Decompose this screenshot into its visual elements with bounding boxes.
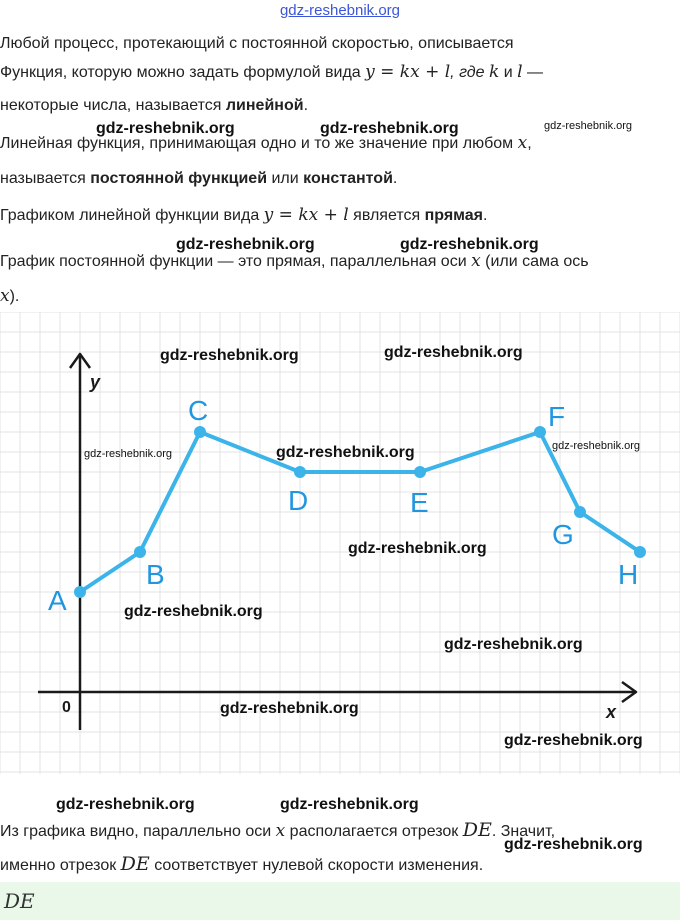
point-labels bbox=[48, 395, 641, 616]
var-x: x bbox=[471, 251, 481, 271]
segment-de: DE bbox=[120, 853, 150, 875]
text: и bbox=[499, 64, 518, 81]
point-d bbox=[294, 466, 306, 478]
answer-value: DE bbox=[4, 889, 35, 913]
term-line: прямая bbox=[424, 207, 484, 224]
text: , bbox=[527, 135, 532, 152]
point-c bbox=[194, 426, 206, 438]
text: ). bbox=[9, 288, 20, 305]
segment-de: DE bbox=[462, 819, 492, 841]
point-label-c: C bbox=[188, 395, 209, 426]
conclusion-line bbox=[0, 854, 680, 876]
text: Из графика видно, параллельно оси bbox=[0, 823, 276, 840]
point-g bbox=[574, 506, 586, 518]
point-h bbox=[634, 546, 646, 558]
watermark: gdz-reshebnik.org bbox=[384, 344, 523, 361]
watermark: gdz-reshebnik.org bbox=[444, 636, 583, 653]
term-constant: константой bbox=[303, 170, 393, 187]
watermark: gdz-reshebnik.org bbox=[544, 120, 633, 132]
var-x: x bbox=[275, 821, 286, 841]
site-link[interactable]: gdz-reshebnik.org bbox=[279, 2, 401, 19]
answer-box bbox=[0, 882, 680, 920]
watermark: gdz-reshebnik.org bbox=[176, 236, 315, 253]
text: (или сама ось bbox=[480, 253, 589, 270]
term-linear: линейной bbox=[225, 97, 304, 114]
text: некоторые числа, называется bbox=[0, 97, 226, 114]
text: или bbox=[267, 170, 304, 187]
watermark: gdz-reshebnik.org bbox=[124, 603, 263, 620]
theory-line bbox=[0, 96, 680, 116]
text: соответствует нулевой скорости изменения. bbox=[149, 857, 484, 874]
text: располагается отрезок bbox=[285, 823, 463, 840]
watermark: gdz-reshebnik.org bbox=[96, 120, 235, 137]
text: . bbox=[303, 97, 309, 114]
watermark: gdz-reshebnik.org bbox=[276, 444, 415, 461]
origin-label: 0 bbox=[62, 699, 71, 716]
watermark: gdz-reshebnik.org bbox=[56, 796, 195, 813]
text: Графиком линейной функции вида bbox=[0, 207, 264, 224]
theory-line bbox=[0, 251, 680, 272]
theory-line bbox=[0, 205, 680, 226]
text: называется bbox=[0, 170, 91, 187]
point-label-h: H bbox=[618, 559, 639, 590]
x-axis-label: x bbox=[606, 702, 617, 722]
point-label-b: B bbox=[146, 559, 165, 590]
linear-formula: y = kx + l bbox=[365, 62, 451, 82]
point-e bbox=[414, 466, 426, 478]
point-label-d: D bbox=[288, 485, 309, 516]
theory-line bbox=[0, 169, 680, 189]
watermark: gdz-reshebnik.org bbox=[220, 700, 359, 717]
text: , где bbox=[450, 64, 489, 81]
point-a bbox=[74, 586, 86, 598]
axes bbox=[38, 354, 639, 730]
watermark: gdz-reshebnik.org bbox=[504, 836, 643, 853]
text: — bbox=[522, 64, 543, 81]
point-f bbox=[534, 426, 546, 438]
theory-line bbox=[0, 286, 680, 307]
text: . Значит, bbox=[491, 823, 556, 840]
watermark: gdz-reshebnik.org bbox=[348, 540, 487, 557]
text: . bbox=[392, 170, 398, 187]
watermark: gdz-reshebnik.org bbox=[320, 120, 459, 137]
y-axis-label: y bbox=[90, 372, 101, 392]
watermark: gdz-reshebnik.org bbox=[280, 796, 419, 813]
theory-line bbox=[0, 62, 680, 83]
point-label-g: G bbox=[552, 519, 574, 550]
text: именно отрезок bbox=[0, 857, 121, 874]
theory-line: Любой процесс, протекающий с постоянной скоростью, описывается bbox=[0, 35, 514, 52]
watermark: gdz-reshebnik.org bbox=[160, 347, 299, 364]
point-label-f: F bbox=[548, 401, 566, 432]
term-constant-function: постоянной функцией bbox=[90, 170, 268, 187]
linear-formula: y = kx + l bbox=[263, 205, 349, 225]
watermark: gdz-reshebnik.org bbox=[400, 236, 539, 253]
text: . bbox=[483, 207, 488, 224]
text: Функция, которую можно задать формулой вида bbox=[0, 64, 366, 81]
var-l: l bbox=[517, 62, 523, 82]
var-x: x bbox=[517, 133, 528, 153]
watermark: gdz-reshebnik.org bbox=[504, 732, 643, 749]
var-k: k bbox=[488, 62, 500, 82]
point-label-e: E bbox=[410, 487, 429, 518]
watermark: gdz-reshebnik.org bbox=[552, 440, 641, 452]
point-label-a: A bbox=[48, 585, 67, 616]
point-b bbox=[134, 546, 146, 558]
text: График постоянной функции — это прямая, параллельная оси bbox=[0, 253, 472, 270]
watermark: gdz-reshebnik.org bbox=[84, 448, 173, 460]
text: Линейная функция, принимающая одно и то же значение при любом bbox=[0, 135, 518, 152]
text: является bbox=[348, 207, 425, 224]
var-x: x bbox=[0, 286, 10, 306]
